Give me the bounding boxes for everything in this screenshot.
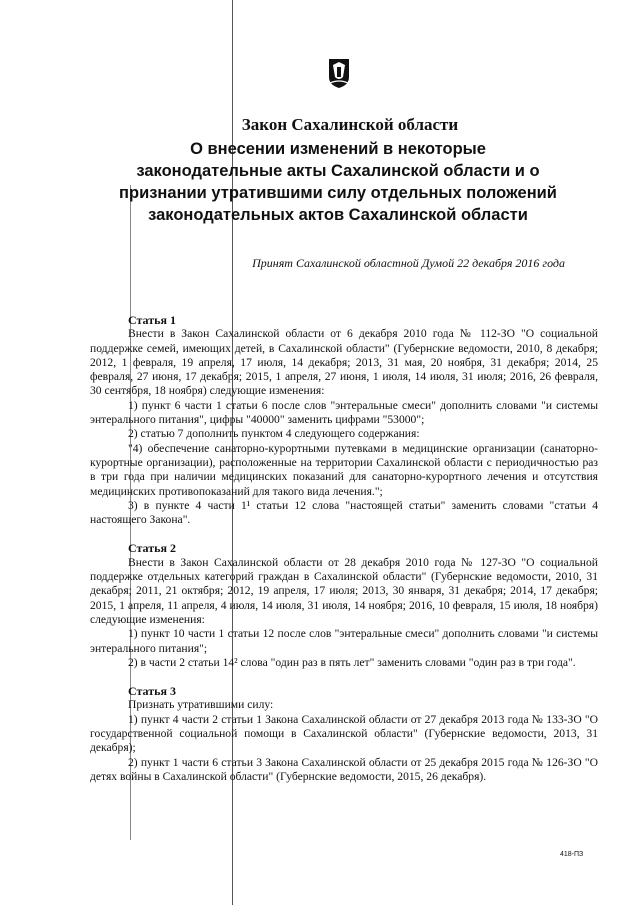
article-paragraph: Внести в Закон Сахалинской области от 28 декабря 2010 года № 127-ЗО "О социальной поддержке отдельных категорий граждан в Сахалинской области" (Губернские ведомости, 2010, 31 декабря; 2011, 21 октября; 2012, 19 апреля, 17 июля; 2013, 30 января, 31 декабря; 2014, 17 декабря; 2015, 1 апреля, 11 апреля, 4 июля, 14 июля, 31 июля, 14 ноября; 2016, 10 февраля, 15 июля, 18 ноября) следующие изменения:	[90, 555, 598, 626]
law-subtitle: О внесении изменений в некоторые законодательные акты Сахалинской области и о признании утратившими силу отдельных положений законодательных актов Сахалинской области	[119, 140, 557, 224]
article-heading: Статья 3	[128, 684, 176, 699]
law-body	[90, 313, 598, 784]
article-paragraph: 1) пункт 6 части 1 статьи 6 после слов "энтеральные смеси" дополнить словами "и системы энтерального питания", цифры "40000" заменить цифрами "53000";	[90, 398, 598, 427]
coat-of-arms-icon	[327, 57, 351, 89]
law-title: Закон Сахалинской области	[241, 115, 459, 134]
article-paragraph: 1) пункт 4 части 2 статьи 1 Закона Сахалинской области от 27 декабря 2013 года № 133-ЗО "О государственной социальной помощи в Сахалинской области" (Губернские ведомости, 2013, 31 декабря);	[90, 712, 598, 755]
article-paragraph: 2) статью 7 дополнить пунктом 4 следующего содержания:	[128, 427, 420, 441]
article-paragraph: 2) пункт 1 части 6 статьи 3 Закона Сахалинской области от 25 декабря 2015 года № 126-ЗО "О детях войны в Сахалинской области" (Губернские ведомости, 2015, 26 декабря).	[90, 755, 598, 783]
adoption-note: Принят Сахалинской областной Думой 22 декабря 2016 года	[252, 256, 565, 270]
article-paragraph: Признать утратившими силу:	[128, 698, 274, 712]
document-code: 418-ПЗ	[560, 851, 584, 858]
article-paragraph: 3) в пункте 4 части 1¹ статьи 12 слова "настоящей статьи" заменить словами "статьи 4 настоящего Закона".	[90, 498, 598, 527]
article-paragraph: 2) в части 2 статьи 14² слова "один раз в пять лет" заменить словами "один раз в три года".	[128, 655, 576, 669]
article-paragraph: Внести в Закон Сахалинской области от 6 декабря 2010 года № 112-ЗО "О социальной поддержке семей, имеющих детей, в Сахалинской области" (Губернские ведомости, 2010, 8 декабря; 2012, 1 февраля, 19 апреля, 17 июля, 14 декабря; 2013, 31 мая, 20 ноября, 31 декабря; 2014, 25 февраля, 27 июня, 17 декабря; 2015, 1 апреля, 27 июня, 1 июля, 14 июля, 31 июля; 2016, 26 февраля, 30 сентября, 18 ноября) следующие изменения:	[90, 327, 598, 398]
article-heading: Статья 2	[128, 541, 176, 556]
article-paragraph: 1) пункт 10 части 1 статьи 12 после слов "энтеральные смеси" дополнить словами "и системы энтерального питания";	[90, 627, 598, 655]
article-heading: Статья 1	[128, 313, 176, 327]
article-paragraph: "4) обеспечение санаторно-курортными путевками в медицинские организации (санаторно-курортные организации), расположенные на территории Сахалинской области с периодичностью раз в три года при наличии медицинских показаний для санаторно-курортного лечения и отсутствия медицинских противопоказаний для такого вида лечения.";	[90, 441, 598, 498]
